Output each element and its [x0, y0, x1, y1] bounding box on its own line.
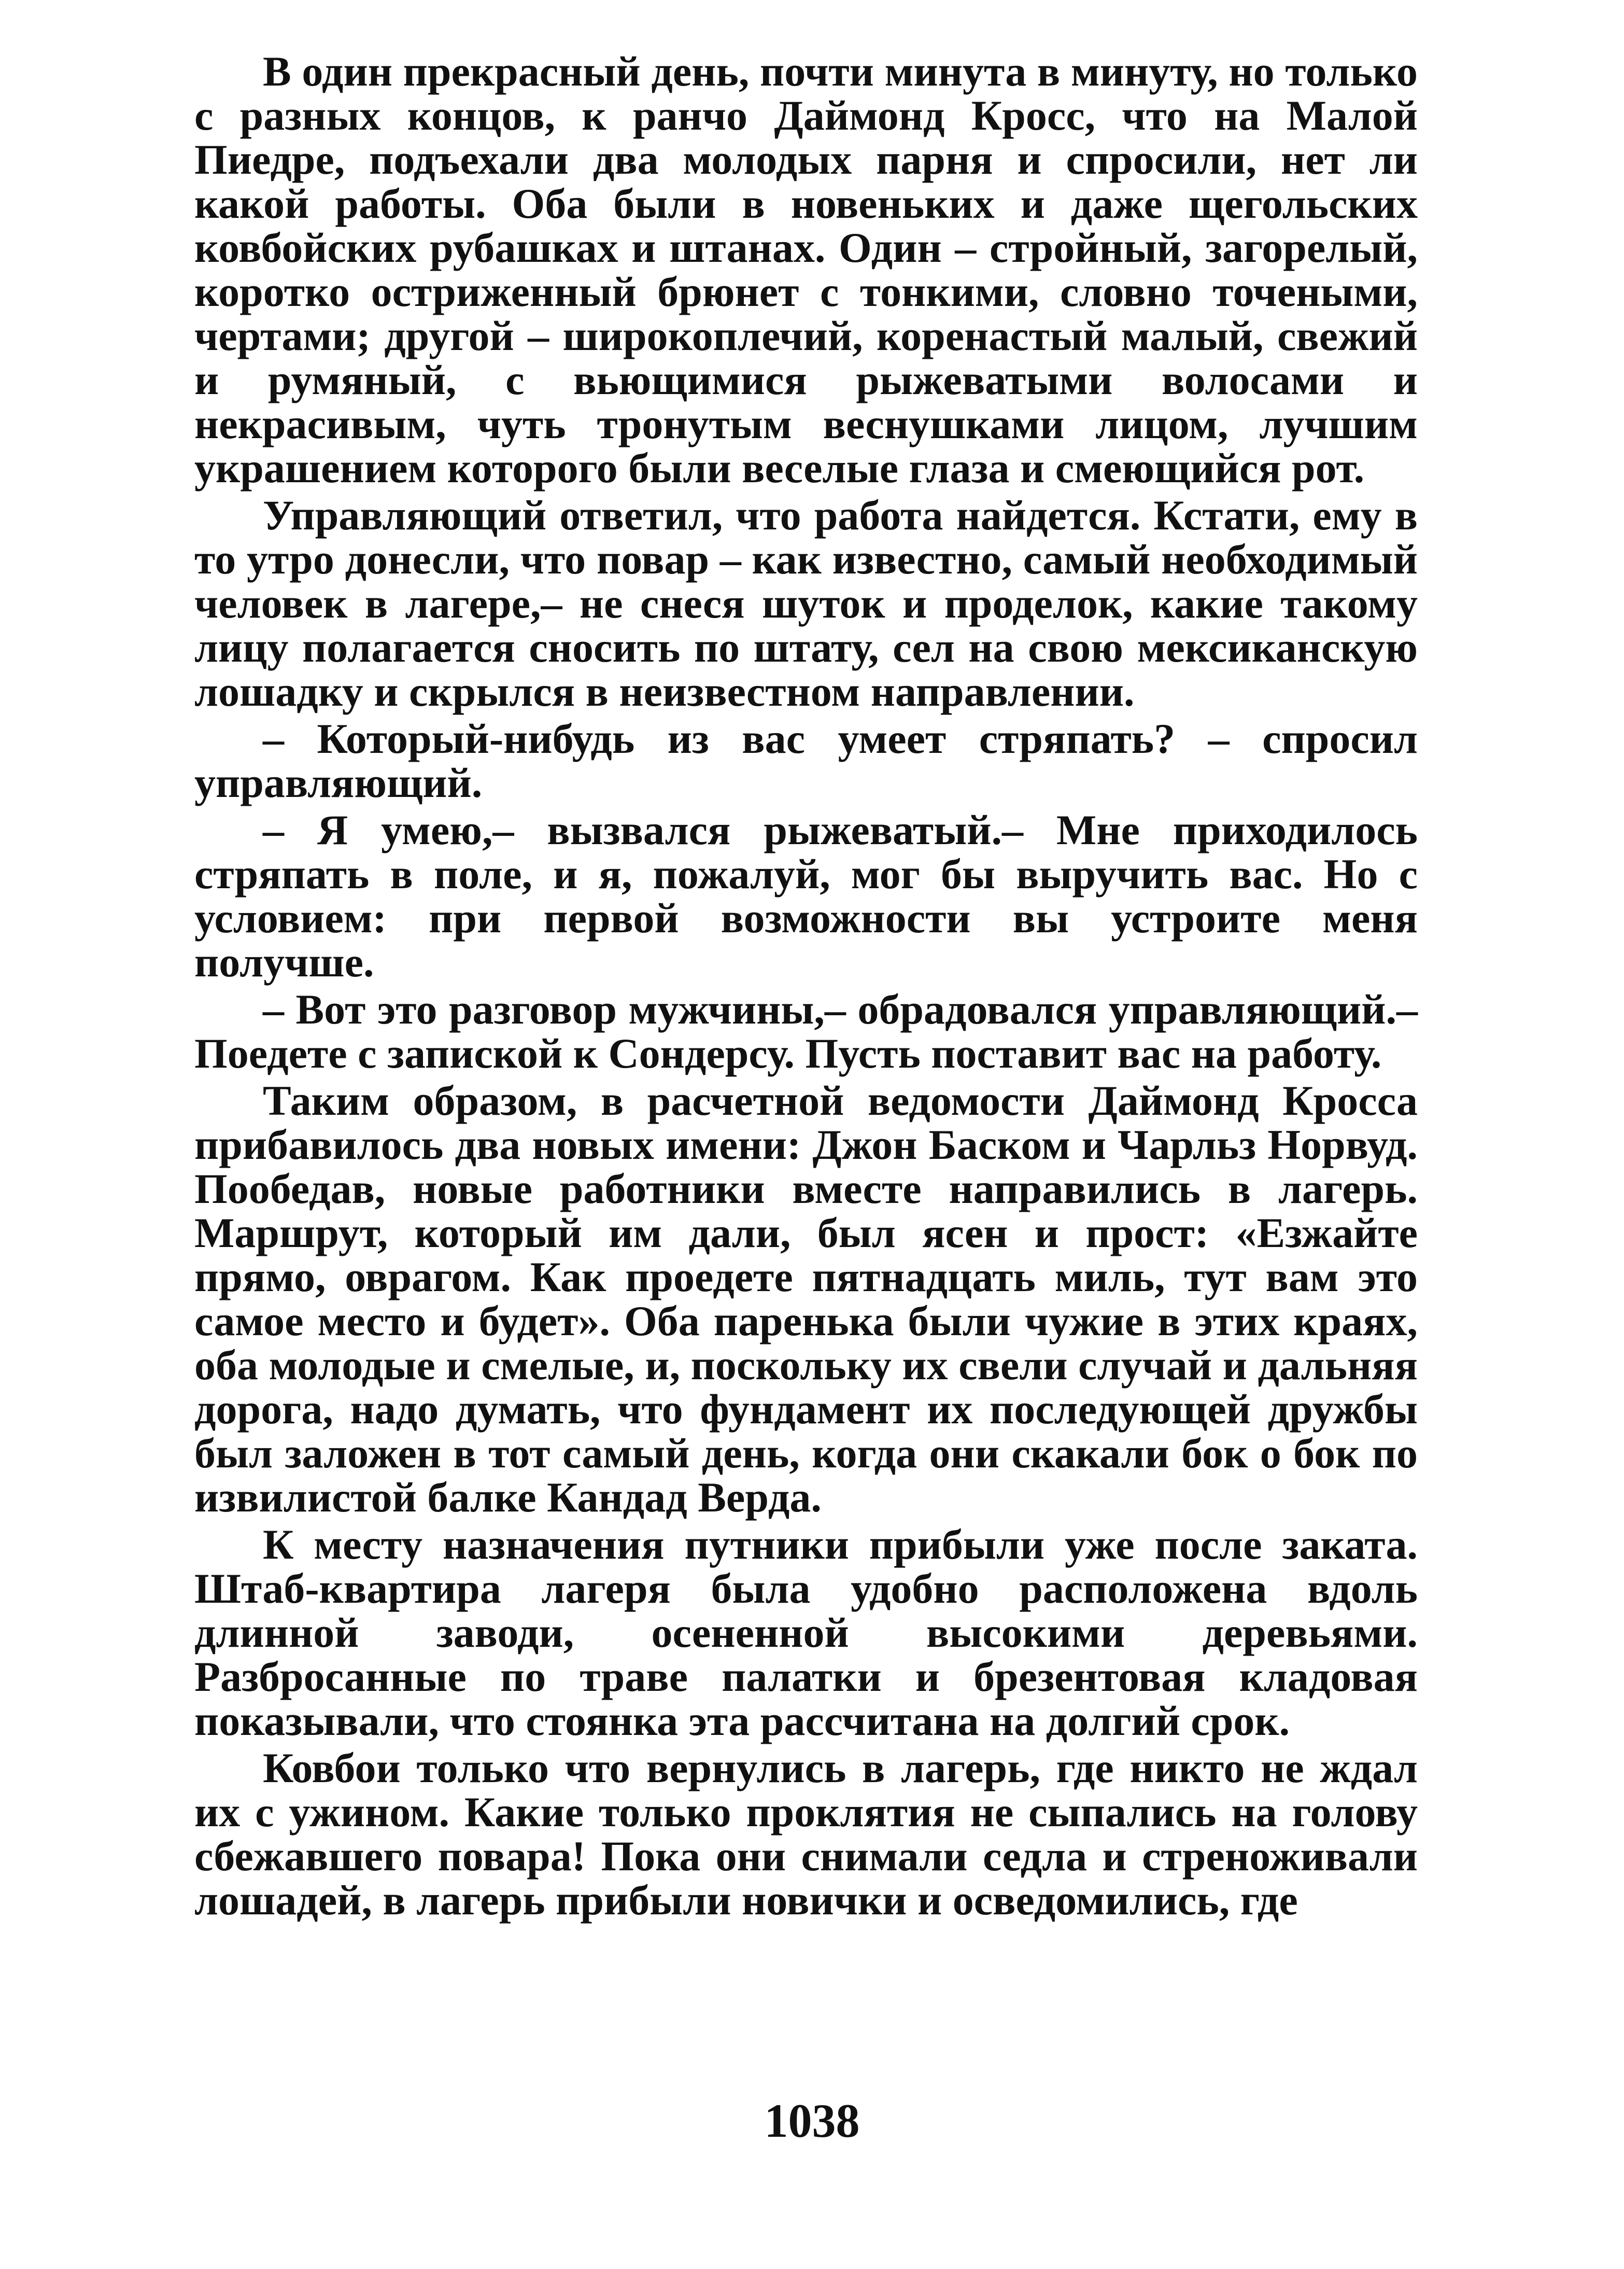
paragraph: Ковбои только что вернулись в лагерь, где никто не ждал их с ужином. Какие только проклятия не сыпались на голову сбежавшего повара! Пока они снимали седла и стреноживали лошадей, в лагерь прибыли новички и осведомились, где — [194, 1744, 1418, 1924]
paragraph: К месту назначения путники прибыли уже после заката. Штаб-квартира лагеря была удобно расположена вдоль длинной заводи, осененной высокими деревьями. Разбросанные по траве палатки и брезентовая кладовая показывали, что стоянка эта рассчитана на долгий срок. — [194, 1521, 1418, 1744]
paragraph: – Я умею,– вызвался рыжеватый.– Мне приходилось стряпать в поле, и я, пожалуй, мог бы выручить вас. Но с условием: при первой возможности вы устроите меня получше. — [194, 806, 1418, 986]
paragraph: – Который-нибудь из вас умеет стряпать? – спросил управляющий. — [194, 715, 1418, 806]
paragraph: Управляющий ответил, что работа найдется. Кстати, ему в то утро донесли, что повар – как известно, самый необходимый человек в лагере,– не снеся шуток и проделок, какие такому лицу полагается сносить по штату, сел на свою мексиканскую лошадку и скрылся в неизвестном направлении. — [194, 492, 1418, 715]
paragraph: – Вот это разговор мужчины,– обрадовался управляющий.– Поедете с запиской к Сондерсу. Пусть поставит вас на работу. — [194, 986, 1418, 1077]
paragraph: Таким образом, в расчетной ведомости Даймонд Кросса прибавилось два новых имени: Джон Баском и Чарльз Норвуд. Пообедав, новые работники вместе направились в лагерь. Маршрут, который им дали, был ясен и прост: «Езжайте прямо, оврагом. Как проедете пятнадцать миль, тут вам это самое место и будет». Оба паренька были чужие в этих краях, оба молодые и смелые, и, поскольку их свели случай и дальняя дорога, надо думать, что фундамент их последующей дружбы был заложен в тот самый день, когда они скакали бок о бок по извилистой балке Кандад Верда. — [194, 1077, 1418, 1521]
body-text — [194, 49, 1418, 1925]
page-number: 1038 — [764, 2094, 860, 2147]
paragraph: В один прекрасный день, почти минута в минуту, но только с разных концов, к ранчо Даймонд Кросс, что на Малой Пиедре, подъехали два молодых парня и спросили, нет ли какой работы. Оба были в новеньких и даже щегольских ковбойских рубашках и штанах. Один – стройный, загорелый, коротко остриженный брюнет с тонкими, словно точеными, чертами; другой – широкоплечий, коренастый малый, свежий и румяный, с вьющимися рыжеватыми волосами и некрасивым, чуть тронутым веснушками лицом, лучшим украшением которого были веселые глаза и смеющийся рот. — [194, 48, 1418, 492]
